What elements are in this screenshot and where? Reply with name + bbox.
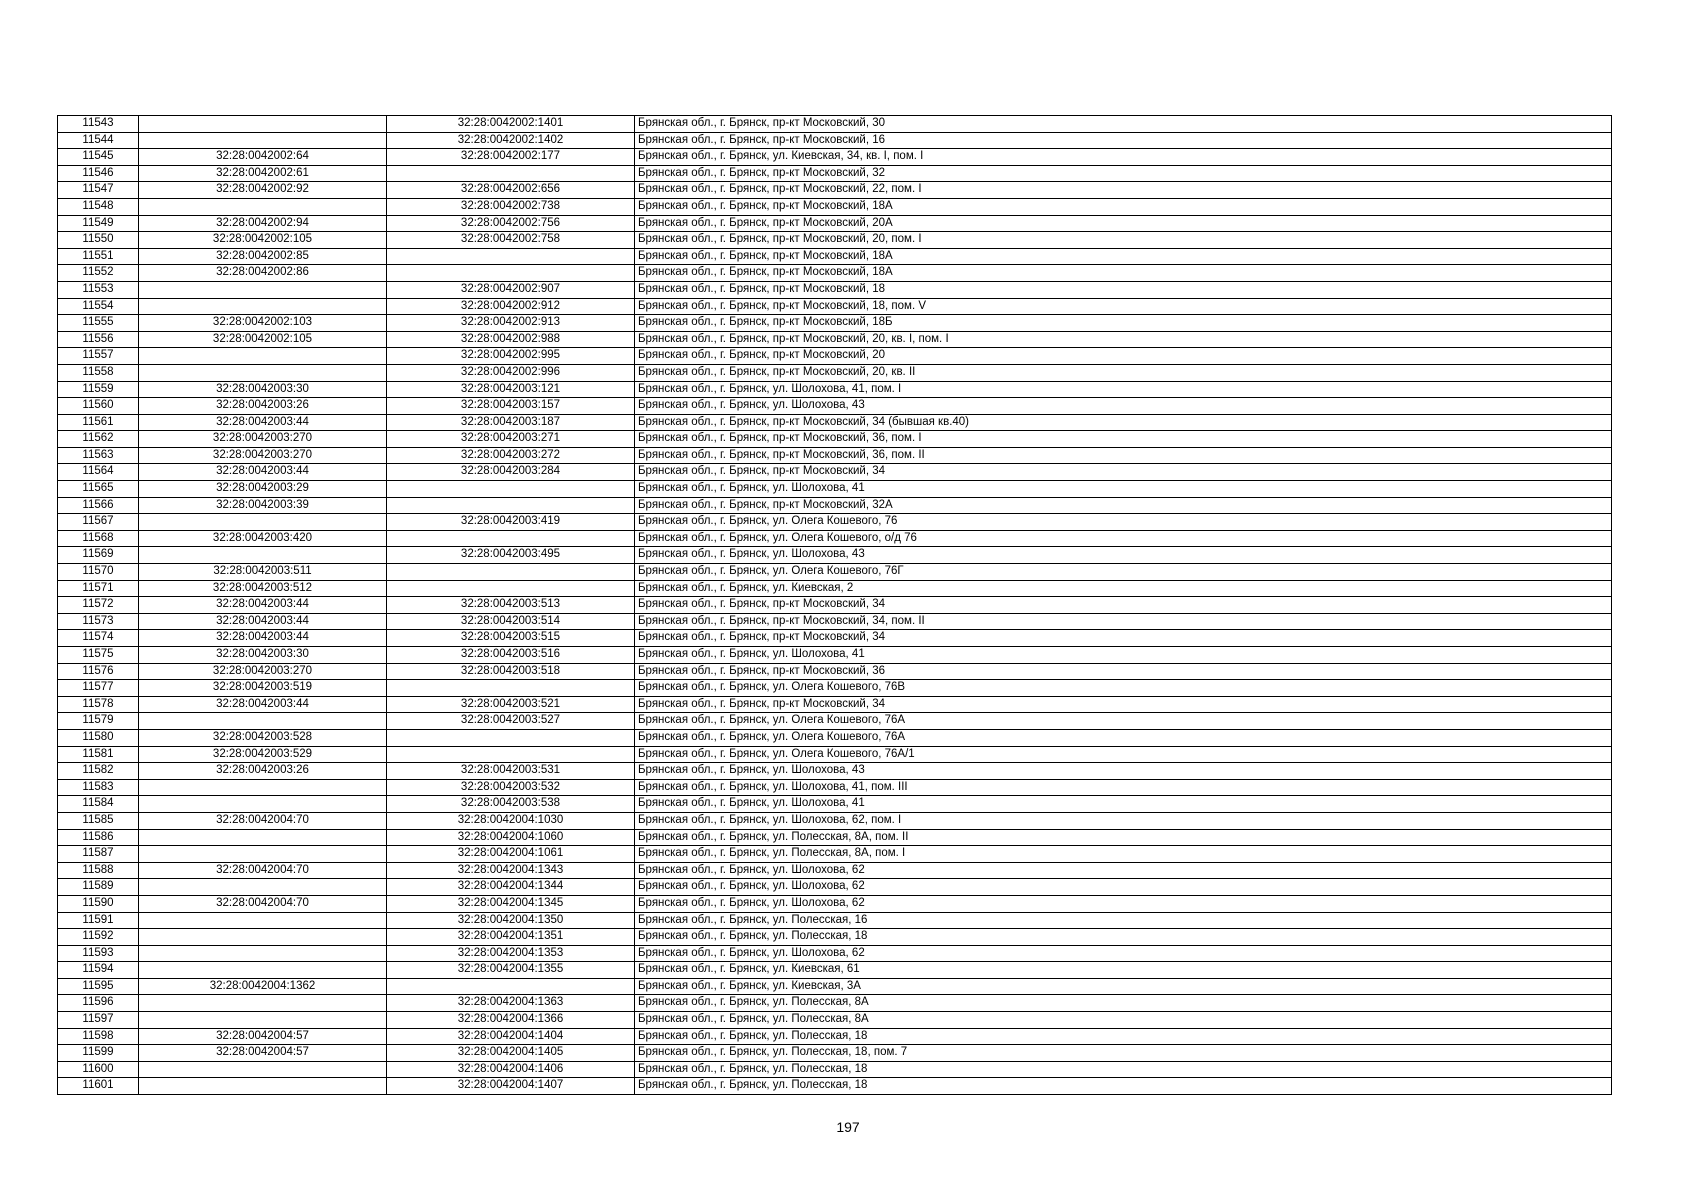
row-number-cell: 11546 [58,165,139,182]
table-row [58,713,1612,730]
address-cell: Брянская обл., г. Брянск, пр-кт Московский, 32А [635,497,1612,514]
object-cadastral-cell: 32:28:0042004:1345 [387,895,635,912]
land-cadastral-cell: 32:28:0042003:44 [139,696,387,713]
address-cell: Брянская обл., г. Брянск, ул. Шолохова, 41 [635,796,1612,813]
table-row [58,198,1612,215]
land-cadastral-cell: 32:28:0042003:270 [139,663,387,680]
object-cadastral-cell: 32:28:0042003:515 [387,630,635,647]
row-number-cell: 11581 [58,746,139,763]
object-cadastral-cell: 32:28:0042004:1407 [387,1078,635,1095]
land-cadastral-cell: 32:28:0042003:44 [139,597,387,614]
row-number-cell: 11565 [58,481,139,498]
object-cadastral-cell: 32:28:0042003:527 [387,713,635,730]
object-cadastral-cell: 32:28:0042004:1355 [387,962,635,979]
land-cadastral-cell [139,962,387,979]
table-row [58,929,1612,946]
address-cell: Брянская обл., г. Брянск, ул. Шолохова, 62 [635,895,1612,912]
table-row [58,912,1612,929]
address-cell: Брянская обл., г. Брянск, ул. Шолохова, 43 [635,547,1612,564]
address-cell: Брянская обл., г. Брянск, пр-кт Московский, 34 [635,630,1612,647]
row-number-cell: 11564 [58,464,139,481]
table-row [58,945,1612,962]
row-number-cell: 11589 [58,879,139,896]
land-cadastral-cell: 32:28:0042003:44 [139,464,387,481]
table-row [58,315,1612,332]
object-cadastral-cell: 32:28:0042002:995 [387,348,635,365]
table-row [58,696,1612,713]
object-cadastral-cell: 32:28:0042002:656 [387,182,635,199]
table-row [58,812,1612,829]
address-cell: Брянская обл., г. Брянск, пр-кт Московский, 22, пом. I [635,182,1612,199]
object-cadastral-cell: 32:28:0042003:521 [387,696,635,713]
object-cadastral-cell [387,265,635,282]
address-cell: Брянская обл., г. Брянск, пр-кт Московский, 18Б [635,315,1612,332]
object-cadastral-cell: 32:28:0042002:988 [387,331,635,348]
land-cadastral-cell: 32:28:0042003:270 [139,431,387,448]
land-cadastral-cell [139,846,387,863]
row-number-cell: 11552 [58,265,139,282]
row-number-cell: 11569 [58,547,139,564]
land-cadastral-cell: 32:28:0042003:511 [139,564,387,581]
object-cadastral-cell: 32:28:0042002:756 [387,215,635,232]
table-row [58,597,1612,614]
land-cadastral-cell: 32:28:0042004:70 [139,812,387,829]
object-cadastral-cell: 32:28:0042004:1030 [387,812,635,829]
row-number-cell: 11585 [58,812,139,829]
object-cadastral-cell: 32:28:0042004:1406 [387,1061,635,1078]
object-cadastral-cell: 32:28:0042004:1363 [387,995,635,1012]
table-row [58,447,1612,464]
address-cell: Брянская обл., г. Брянск, пр-кт Московский, 20, кв. I, пом. I [635,331,1612,348]
row-number-cell: 11556 [58,331,139,348]
address-cell: Брянская обл., г. Брянск, ул. Олега Кошевого, 76В [635,680,1612,697]
table-row [58,995,1612,1012]
object-cadastral-cell: 32:28:0042004:1405 [387,1045,635,1062]
table-row [58,895,1612,912]
object-cadastral-cell: 32:28:0042003:513 [387,597,635,614]
land-cadastral-cell [139,1012,387,1029]
table-row [58,116,1612,133]
table-row [58,746,1612,763]
object-cadastral-cell: 32:28:0042002:996 [387,364,635,381]
address-cell: Брянская обл., г. Брянск, пр-кт Московский, 34, пом. II [635,613,1612,630]
object-cadastral-cell [387,497,635,514]
address-cell: Брянская обл., г. Брянск, ул. Полесская, 8А, пом. II [635,829,1612,846]
address-cell: Брянская обл., г. Брянск, пр-кт Московский, 34 (бывшая кв.40) [635,414,1612,431]
row-number-cell: 11543 [58,116,139,133]
address-cell: Брянская обл., г. Брянск, ул. Полесская, 8А [635,1012,1612,1029]
land-cadastral-cell [139,945,387,962]
land-cadastral-cell [139,796,387,813]
object-cadastral-cell: 32:28:0042002:912 [387,298,635,315]
land-cadastral-cell: 32:28:0042003:519 [139,680,387,697]
row-number-cell: 11597 [58,1012,139,1029]
row-number-cell: 11544 [58,132,139,149]
object-cadastral-cell: 32:28:0042004:1344 [387,879,635,896]
address-cell: Брянская обл., г. Брянск, ул. Полесская, 18 [635,1078,1612,1095]
object-cadastral-cell: 32:28:0042004:1350 [387,912,635,929]
land-cadastral-cell: 32:28:0042004:57 [139,1045,387,1062]
address-cell: Брянская обл., г. Брянск, ул. Киевская, 3А [635,978,1612,995]
address-cell: Брянская обл., г. Брянск, ул. Шолохова, 41, пом. III [635,779,1612,796]
table-row [58,763,1612,780]
address-cell: Брянская обл., г. Брянск, ул. Полесская, 18 [635,1028,1612,1045]
row-number-cell: 11580 [58,729,139,746]
row-number-cell: 11549 [58,215,139,232]
row-number-cell: 11553 [58,281,139,298]
table-row [58,879,1612,896]
object-cadastral-cell: 32:28:0042002:1401 [387,116,635,133]
address-cell: Брянская обл., г. Брянск, ул. Киевская, 61 [635,962,1612,979]
address-cell: Брянская обл., г. Брянск, ул. Полесская, 8А [635,995,1612,1012]
row-number-cell: 11571 [58,580,139,597]
table-row [58,281,1612,298]
table-row [58,414,1612,431]
address-cell: Брянская обл., г. Брянск, ул. Шолохова, 62 [635,862,1612,879]
table-row [58,547,1612,564]
land-cadastral-cell [139,348,387,365]
address-cell: Брянская обл., г. Брянск, пр-кт Московский, 16 [635,132,1612,149]
object-cadastral-cell [387,729,635,746]
table-row [58,265,1612,282]
table-row [58,248,1612,265]
address-cell: Брянская обл., г. Брянск, пр-кт Московский, 36, пом. II [635,447,1612,464]
object-cadastral-cell: 32:28:0042003:271 [387,431,635,448]
object-cadastral-cell: 32:28:0042004:1060 [387,829,635,846]
row-number-cell: 11566 [58,497,139,514]
table-row [58,1045,1612,1062]
table-row [58,464,1612,481]
row-number-cell: 11573 [58,613,139,630]
address-cell: Брянская обл., г. Брянск, ул. Полесская, 8А, пом. I [635,846,1612,863]
land-cadastral-cell [139,929,387,946]
object-cadastral-cell: 32:28:0042004:1404 [387,1028,635,1045]
land-cadastral-cell: 32:28:0042003:30 [139,381,387,398]
address-cell: Брянская обл., г. Брянск, пр-кт Московский, 18А [635,265,1612,282]
table-row [58,149,1612,166]
row-number-cell: 11579 [58,713,139,730]
table-row [58,364,1612,381]
address-cell: Брянская обл., г. Брянск, ул. Олега Кошевого, 76А [635,729,1612,746]
table-body [58,116,1612,1095]
address-cell: Брянская обл., г. Брянск, ул. Полесская, 18, пом. 7 [635,1045,1612,1062]
land-cadastral-cell [139,514,387,531]
row-number-cell: 11558 [58,364,139,381]
address-cell: Брянская обл., г. Брянск, пр-кт Московский, 20 [635,348,1612,365]
object-cadastral-cell: 32:28:0042002:907 [387,281,635,298]
land-cadastral-cell: 32:28:0042003:270 [139,447,387,464]
land-cadastral-cell: 32:28:0042003:29 [139,481,387,498]
object-cadastral-cell: 32:28:0042004:1061 [387,846,635,863]
land-cadastral-cell [139,995,387,1012]
address-cell: Брянская обл., г. Брянск, ул. Олега Кошевого, 76А/1 [635,746,1612,763]
table-row [58,1012,1612,1029]
land-cadastral-cell: 32:28:0042002:86 [139,265,387,282]
land-cadastral-cell: 32:28:0042002:85 [139,248,387,265]
address-cell: Брянская обл., г. Брянск, ул. Киевская, 2 [635,580,1612,597]
address-cell: Брянская обл., г. Брянск, ул. Полесская, 18 [635,929,1612,946]
land-cadastral-cell: 32:28:0042003:30 [139,647,387,664]
row-number-cell: 11578 [58,696,139,713]
address-cell: Брянская обл., г. Брянск, пр-кт Московский, 18А [635,198,1612,215]
object-cadastral-cell: 32:28:0042003:516 [387,647,635,664]
object-cadastral-cell [387,580,635,597]
table-row [58,613,1612,630]
row-number-cell: 11554 [58,298,139,315]
land-cadastral-cell: 32:28:0042003:512 [139,580,387,597]
address-cell: Брянская обл., г. Брянск, ул. Шолохова, 41 [635,481,1612,498]
address-cell: Брянская обл., г. Брянск, пр-кт Московский, 36 [635,663,1612,680]
land-cadastral-cell: 32:28:0042003:44 [139,613,387,630]
land-cadastral-cell: 32:28:0042003:44 [139,630,387,647]
object-cadastral-cell [387,248,635,265]
object-cadastral-cell [387,564,635,581]
land-cadastral-cell: 32:28:0042002:105 [139,232,387,249]
address-cell: Брянская обл., г. Брянск, ул. Шолохова, 41 [635,647,1612,664]
row-number-cell: 11568 [58,530,139,547]
row-number-cell: 11575 [58,647,139,664]
table-row [58,1061,1612,1078]
table-row [58,381,1612,398]
object-cadastral-cell: 32:28:0042002:1402 [387,132,635,149]
object-cadastral-cell: 32:28:0042004:1366 [387,1012,635,1029]
land-cadastral-cell: 32:28:0042004:1362 [139,978,387,995]
land-cadastral-cell [139,829,387,846]
table-row [58,663,1612,680]
address-cell: Брянская обл., г. Брянск, ул. Шолохова, 62, пом. I [635,812,1612,829]
land-cadastral-cell: 32:28:0042002:92 [139,182,387,199]
land-cadastral-cell [139,1061,387,1078]
row-number-cell: 11545 [58,149,139,166]
object-cadastral-cell: 32:28:0042002:738 [387,198,635,215]
address-cell: Брянская обл., г. Брянск, пр-кт Московский, 32 [635,165,1612,182]
table-row [58,398,1612,415]
object-cadastral-cell [387,746,635,763]
land-cadastral-cell: 32:28:0042003:44 [139,414,387,431]
object-cadastral-cell: 32:28:0042003:514 [387,613,635,630]
table-row [58,796,1612,813]
land-cadastral-cell [139,198,387,215]
address-cell: Брянская обл., г. Брянск, пр-кт Московский, 34 [635,597,1612,614]
land-cadastral-cell [139,547,387,564]
object-cadastral-cell [387,481,635,498]
object-cadastral-cell [387,978,635,995]
table-row [58,165,1612,182]
land-cadastral-cell: 32:28:0042002:61 [139,165,387,182]
land-cadastral-cell [139,298,387,315]
row-number-cell: 11548 [58,198,139,215]
table-row [58,530,1612,547]
row-number-cell: 11567 [58,514,139,531]
table-row [58,481,1612,498]
object-cadastral-cell: 32:28:0042003:157 [387,398,635,415]
object-cadastral-cell: 32:28:0042003:518 [387,663,635,680]
land-cadastral-cell [139,364,387,381]
row-number-cell: 11576 [58,663,139,680]
object-cadastral-cell [387,530,635,547]
row-number-cell: 11570 [58,564,139,581]
table-row [58,215,1612,232]
property-table [57,115,1612,1095]
row-number-cell: 11574 [58,630,139,647]
row-number-cell: 11600 [58,1061,139,1078]
address-cell: Брянская обл., г. Брянск, ул. Полесская, 16 [635,912,1612,929]
row-number-cell: 11591 [58,912,139,929]
object-cadastral-cell: 32:28:0042004:1343 [387,862,635,879]
row-number-cell: 11599 [58,1045,139,1062]
land-cadastral-cell: 32:28:0042002:94 [139,215,387,232]
table-row [58,829,1612,846]
row-number-cell: 11561 [58,414,139,431]
land-cadastral-cell: 32:28:0042002:103 [139,315,387,332]
land-cadastral-cell: 32:28:0042003:529 [139,746,387,763]
land-cadastral-cell: 32:28:0042003:528 [139,729,387,746]
land-cadastral-cell [139,779,387,796]
table-row [58,331,1612,348]
object-cadastral-cell: 32:28:0042003:495 [387,547,635,564]
address-cell: Брянская обл., г. Брянск, пр-кт Московский, 20, пом. I [635,232,1612,249]
row-number-cell: 11560 [58,398,139,415]
land-cadastral-cell: 32:28:0042003:26 [139,398,387,415]
row-number-cell: 11550 [58,232,139,249]
object-cadastral-cell: 32:28:0042003:532 [387,779,635,796]
address-cell: Брянская обл., г. Брянск, ул. Шолохова, 43 [635,398,1612,415]
row-number-cell: 11551 [58,248,139,265]
row-number-cell: 11577 [58,680,139,697]
object-cadastral-cell: 32:28:0042003:284 [387,464,635,481]
row-number-cell: 11596 [58,995,139,1012]
object-cadastral-cell: 32:28:0042003:419 [387,514,635,531]
table-row [58,431,1612,448]
table-row [58,1028,1612,1045]
row-number-cell: 11593 [58,945,139,962]
row-number-cell: 11594 [58,962,139,979]
page-number: 197 [836,1119,860,1135]
address-cell: Брянская обл., г. Брянск, пр-кт Московский, 36, пом. I [635,431,1612,448]
address-cell: Брянская обл., г. Брянск, ул. Шолохова, 43 [635,763,1612,780]
row-number-cell: 11583 [58,779,139,796]
land-cadastral-cell: 32:28:0042004:70 [139,862,387,879]
row-number-cell: 11587 [58,846,139,863]
row-number-cell: 11563 [58,447,139,464]
table-row [58,962,1612,979]
row-number-cell: 11592 [58,929,139,946]
address-cell: Брянская обл., г. Брянск, пр-кт Московский, 34 [635,696,1612,713]
land-cadastral-cell [139,281,387,298]
table-row [58,978,1612,995]
land-cadastral-cell [139,879,387,896]
object-cadastral-cell: 32:28:0042003:187 [387,414,635,431]
object-cadastral-cell: 32:28:0042003:272 [387,447,635,464]
table-row [58,680,1612,697]
address-cell: Брянская обл., г. Брянск, ул. Шолохова, 41, пом. I [635,381,1612,398]
table-row [58,630,1612,647]
row-number-cell: 11595 [58,978,139,995]
land-cadastral-cell: 32:28:0042004:70 [139,895,387,912]
table-row [58,1078,1612,1095]
object-cadastral-cell: 32:28:0042004:1351 [387,929,635,946]
row-number-cell: 11555 [58,315,139,332]
table-row [58,862,1612,879]
object-cadastral-cell: 32:28:0042002:758 [387,232,635,249]
address-cell: Брянская обл., г. Брянск, пр-кт Московский, 18 [635,281,1612,298]
land-cadastral-cell: 32:28:0042003:39 [139,497,387,514]
object-cadastral-cell [387,680,635,697]
address-cell: Брянская обл., г. Брянск, пр-кт Московский, 20А [635,215,1612,232]
row-number-cell: 11601 [58,1078,139,1095]
address-cell: Брянская обл., г. Брянск, ул. Олега Кошевого, о/д 76 [635,530,1612,547]
address-cell: Брянская обл., г. Брянск, пр-кт Московский, 34 [635,464,1612,481]
table-row [58,232,1612,249]
row-number-cell: 11559 [58,381,139,398]
row-number-cell: 11562 [58,431,139,448]
address-cell: Брянская обл., г. Брянск, ул. Олега Кошевого, 76А [635,713,1612,730]
land-cadastral-cell: 32:28:0042003:26 [139,763,387,780]
address-cell: Брянская обл., г. Брянск, ул. Киевская, 34, кв. I, пом. I [635,149,1612,166]
land-cadastral-cell [139,132,387,149]
table-row [58,729,1612,746]
row-number-cell: 11584 [58,796,139,813]
table-row [58,497,1612,514]
row-number-cell: 11598 [58,1028,139,1045]
table-row [58,514,1612,531]
table-row [58,182,1612,199]
land-cadastral-cell [139,713,387,730]
land-cadastral-cell: 32:28:0042003:420 [139,530,387,547]
land-cadastral-cell [139,1078,387,1095]
table-row [58,132,1612,149]
table-row [58,846,1612,863]
row-number-cell: 11547 [58,182,139,199]
table-row [58,348,1612,365]
object-cadastral-cell [387,165,635,182]
address-cell: Брянская обл., г. Брянск, ул. Олега Кошевого, 76 [635,514,1612,531]
address-cell: Брянская обл., г. Брянск, ул. Шолохова, 62 [635,945,1612,962]
object-cadastral-cell: 32:28:0042002:177 [387,149,635,166]
row-number-cell: 11557 [58,348,139,365]
table-row [58,647,1612,664]
table-row [58,564,1612,581]
object-cadastral-cell: 32:28:0042002:913 [387,315,635,332]
row-number-cell: 11588 [58,862,139,879]
address-cell: Брянская обл., г. Брянск, пр-кт Московский, 18А [635,248,1612,265]
land-cadastral-cell: 32:28:0042002:64 [139,149,387,166]
land-cadastral-cell: 32:28:0042002:105 [139,331,387,348]
address-cell: Брянская обл., г. Брянск, ул. Олега Кошевого, 76Г [635,564,1612,581]
object-cadastral-cell: 32:28:0042004:1353 [387,945,635,962]
address-cell: Брянская обл., г. Брянск, ул. Полесская, 18 [635,1061,1612,1078]
land-cadastral-cell [139,116,387,133]
row-number-cell: 11572 [58,597,139,614]
table-row [58,779,1612,796]
land-cadastral-cell: 32:28:0042004:57 [139,1028,387,1045]
table-row [58,298,1612,315]
address-cell: Брянская обл., г. Брянск, пр-кт Московский, 20, кв. II [635,364,1612,381]
table-row [58,580,1612,597]
land-cadastral-cell [139,912,387,929]
address-cell: Брянская обл., г. Брянск, ул. Шолохова, 62 [635,879,1612,896]
address-cell: Брянская обл., г. Брянск, пр-кт Московский, 30 [635,116,1612,133]
row-number-cell: 11586 [58,829,139,846]
row-number-cell: 11590 [58,895,139,912]
object-cadastral-cell: 32:28:0042003:121 [387,381,635,398]
row-number-cell: 11582 [58,763,139,780]
object-cadastral-cell: 32:28:0042003:531 [387,763,635,780]
address-cell: Брянская обл., г. Брянск, пр-кт Московский, 18, пом. V [635,298,1612,315]
object-cadastral-cell: 32:28:0042003:538 [387,796,635,813]
